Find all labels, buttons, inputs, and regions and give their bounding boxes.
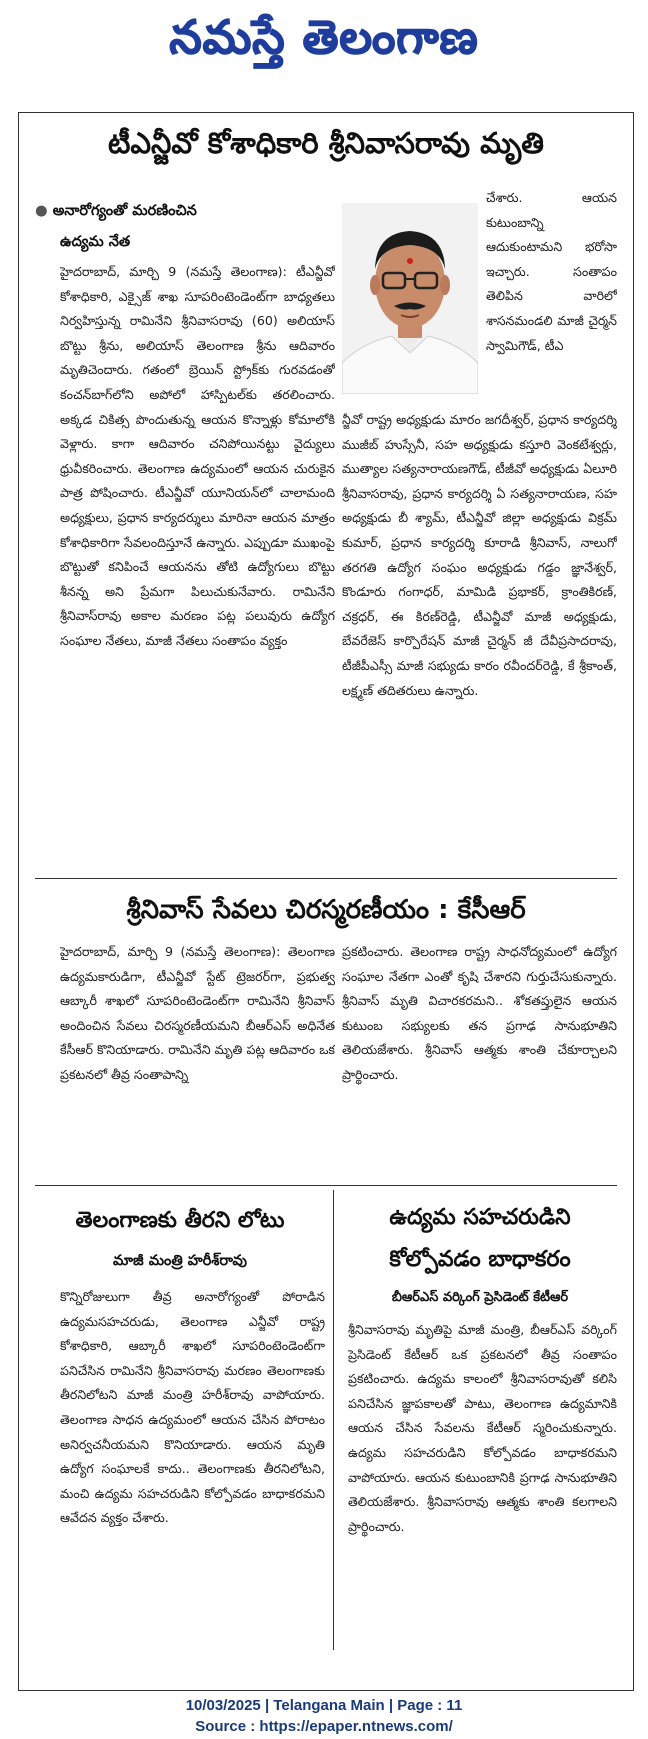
column-divider (333, 1190, 334, 1650)
article1-body-right-bottom: న్జీవో రాష్ట్ర అధ్యక్షుడు మారం జగదీశ్వర్, ప్రధాన కార్యదర్శి ముజీబ్ హుస్సేనీ, సహ అధ్యక్షుడు కస్తూరి వెంకటేశ్వర్లు, ముత్యాల సత్యనారాయణగౌడ్, టీజీవో అధ్యక్షుడు ఏలూరి శ్రీనివాసరావు, ప్రధాన కార్యదర్శి ఏ సత్యనారాయణ, సహ అధ్యక్షుడు బీ శ్యామ్, టీఎన్జీవో జిల్లా అధ్యక్షుడు విక్రమ్ కుమార్, ప్రధాన కార్యదర్శి కూరాడి శ్రీనివాస్, నాలుగో తరగతి ఉద్యోగ సంఘం అధ్యక్షుడు గడ్డం జ్ఞానేశ్వర్, కొండూరు గంగాధర్, మామిడి ప్రభాకర్, క్రాంతికిరణ్, చక్రధర్, ఈ కిరణ్‌రెడ్డి, టీఎన్జీవో మాజీ అధ్యక్షుడు, బేవరేజెస్ కార్పొరేషన్ మాజీ చైర్మన్ జీ దేవీప్రసాదరావు, టీజీపీఎస్సీ మాజీ సభ్యుడు కారం రవీందర్‌రెడ్డి, కే శ్రీకాంత్, లక్ష్మణ్ తదితరులు ఉన్నారు. (342, 412, 617, 698)
article1-headline: టీఎన్జీవో కోశాధికారి శ్రీనివాసరావు మృతి (108, 126, 544, 160)
portrait-icon (342, 203, 478, 394)
frame-right-border (633, 112, 634, 1690)
footer-source-link[interactable]: Source : https://epaper.ntnews.com/ (195, 1718, 453, 1735)
article1-body-left: హైదరాబాద్, మార్చి 9 (నమస్తే తెలంగాణ): టీఎన్జీవో కోశాధికారి, ఎక్సైజ్ శాఖ సూపరింటెండెంట్‌గా బాధ్యతలు నిర్వహిస్తున్న రామినేని శ్రీనివాసరావు (60) అలియాస్ బొట్టు శ్రీను, అలియాస్ తెలంగాణ శ్రీను ఆదివారం మృతిచెందారు. గతంలో బ్రెయిన్ స్ట్రోక్‌కు గురవడంతో కంచన్‌బాగ్‌లోని అపోలో హాస్పిటల్‌కు తరలించారు. అక్కడ చికిత్స పొందుతున్న ఆయన కొన్నాళ్లు కోమాలోకి వెళ్లారు. కాగా ఆదివారం చనిపోయినట్టు వైద్యులు ధ్రువీకరించారు. తెలంగాణ ఉద్యమంలో ఆయన చురుకైన పాత్ర పోషించారు. టీఎన్జీవో యూనియన్‌లో చాలామంది అధ్యక్షులు, ప్రధాన కార్యదర్శులు మారినా ఆయన మాత్రం కోశాధికారిగా సేవలందిస్తూనే ఉన్నారు. ఎప్పుడూ ముఖంపై బొట్టుతో కనిపించే ఆయనను తోటి ఉద్యోగులు బొట్టు శీనన్న అని ప్రేమగా పిలుచుకునేవారు. రామినేని శ్రీనివాస్‌రావు అకాల మరణం పట్ల పలువురు ఉద్యోగ సంఘాల నేతలు, మాజీ నేతలు సంతాపం వ్యక్తం (60, 264, 335, 648)
frame-bottom-border (18, 1690, 634, 1691)
frame-top-border (18, 112, 634, 113)
article4-headline-line1: ఉద్యమ సహచరుడిని (389, 1205, 571, 1230)
masthead-title: నమస్తే తెలంగాణ (169, 10, 479, 64)
article2-body-left: హైదరాబాద్, మార్చి 9 (నమస్తే తెలంగాణ): తెలంగాణ ఉద్యమకారుడిగా, టీఎన్జీవో స్టేట్ ట్రెజరర్‌గా, ప్రభుత్వ ఆబ్కారీ శాఖలో సూపరింటెండెంట్‌గా రామినేని శ్రీనివాస్ అందించిన సేవలు చిరస్మరణీయమని బీఆర్‌ఎస్ అధినేత కేసీఆర్ కొనియాడారు. రామినేని మృతి పట్ల ఆదివారం ఒక ప్రకటనలో తీవ్ర సంతాపాన్ని (60, 944, 335, 1082)
article3-byline: మాజీ మంత్రి హరీశ్‌రావు (113, 1253, 247, 1269)
article4-byline: బీఆర్‌ఎస్ వర్కింగ్ ప్రెసిడెంట్ కేటీఆర్ (391, 1290, 569, 1305)
article4-headline-line2: కోల్పోవడం బాధాకరం (389, 1247, 571, 1272)
article4-body: శ్రీనివాసరావు మృతిపై మాజీ మంత్రి, బీఆర్‌ఎస్ వర్కింగ్ ప్రెసిడెంట్ కేటీఆర్ ఒక ప్రకటనలో తీవ్ర సంతాపం ప్రకటించారు. ఉద్యమ కాలంలో శ్రీనివాసరావుతో కలిసి పనిచేసిన జ్ఞాపకాలతో పాటు, తెలంగాణ ఉద్యమానికి ఆయన చేసిన సేవలను కేటీఆర్ స్మరించుకున్నారు. ఉద్యమ సహచరుడిని కోల్పోవడం బాధాకరమని వాపోయారు. ఆయన కుటుంబానికి ప్రగాఢ సానుభూతిని తెలియజేశారు. శ్రీనివాసరావు ఆత్మకు శాంతి కలగాలని ప్రార్థించారు. (348, 1322, 617, 1534)
footer-edition-info: 10/03/2025 | Telangana Main | Page : 11 (185, 1697, 463, 1714)
article2-headline: శ్రీనివాస్ సేవలు చిరస్మరణీయం : కేసీఆర్ (126, 895, 526, 925)
frame-left-border (18, 112, 19, 1690)
article3-body: కొన్నిరోజులుగా తీవ్ర అనారోగ్యంతో పోరాడిన ఉద్యమసహచరుడు, తెలంగాణ ఎన్జీవో రాష్ట్ర కోశాధికారి, ఆబ్కారీ శాఖలో సూపరింటెండెంట్‌గా పనిచేసిన రామినేని శ్రీనివాసరావు మరణం తెలంగాణకు తీరనిలోటని మాజీ మంత్రి హరీశ్‌రావు వాపోయారు. తెలంగాణ సాధన ఉద్యమంలో ఆయన చేసిన పోరాటం అనిర్వచనీయమని కొనియాడారు. ఆయన మృతి ఉద్యోగ సంఘాలకే కాదు.. తెలంగాణకు తీరనిలోటని, మంచి ఉద్యమ సహచరుడిని కోల్పోవడం బాధాకరమని ఆవేదన వ్యక్తం చేశారు. (60, 1289, 325, 1526)
section-divider-1 (35, 878, 617, 879)
article1-kicker (35, 203, 197, 223)
article1-kicker-line1: అనారోగ్యంతో మరణించిన (52, 203, 197, 219)
bullet-icon: ● (35, 203, 53, 219)
masthead (0, 0, 648, 95)
article1-kicker-line2: ఉద్యమ నేత (60, 234, 131, 250)
article3-headline: తెలంగాణకు తీరని లోటు (75, 1208, 285, 1233)
article1-portrait-photo (342, 203, 478, 394)
article2-body-right: ప్రకటించారు. తెలంగాణ రాష్ట్ర సాధనోద్యమంలో ఉద్యోగ సంఘాల నేతగా ఎంతో కృషి చేశారని గుర్తుచేసుకున్నారు. శ్రీనివాస్ మృతి విచారకరమని.. శోకతప్తులైన ఆయన కుటుంబ సభ్యులకు తన ప్రగాఢ సానుభూతిని తెలియజేశారు. శ్రీనివాస్ ఆత్మకు శాంతి చేకూర్చాలని ప్రార్థించారు. (342, 944, 617, 1082)
article1-body-right-top: చేశారు. ఆయన కుటుంబాన్ని ఆదుకుంటామని భరోసా ఇచ్చారు. సంతాపం తెలిపిన వారిలో శాసనమండలి మాజీ చైర్మన్ స్వామిగౌడ్, టీఎ (486, 190, 617, 353)
section-divider-2 (35, 1185, 617, 1186)
